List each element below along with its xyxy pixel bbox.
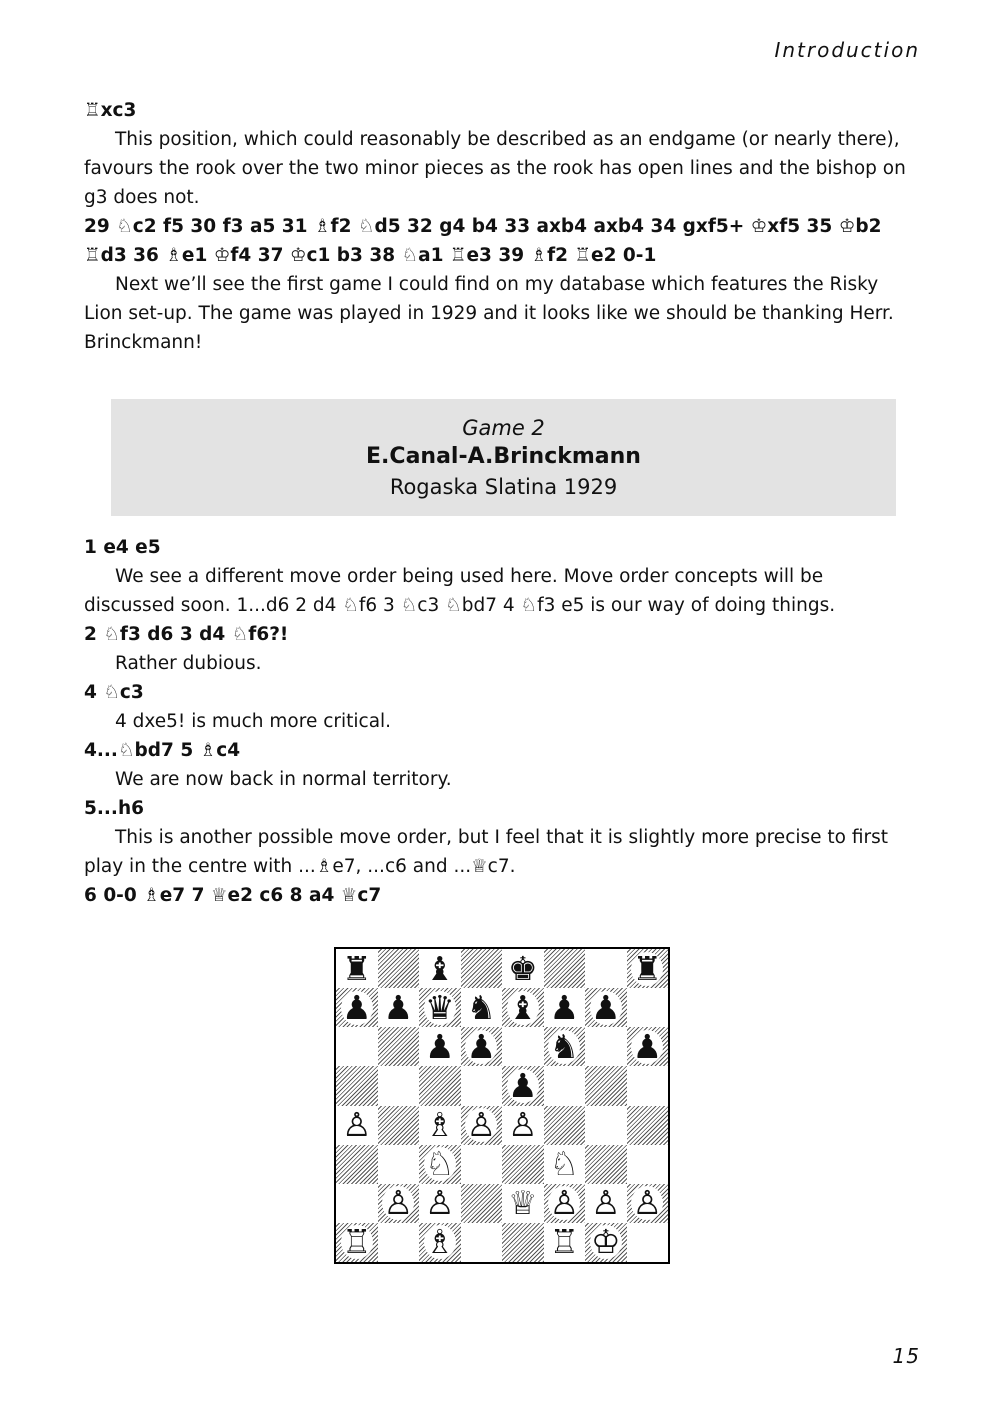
square-b2 — [378, 1184, 420, 1223]
chess-piece: ♟ — [383, 987, 414, 1027]
chess-piece: ♕ — [507, 1183, 538, 1223]
chess-piece: ♚ — [507, 948, 538, 988]
move-line: 4 ♘c3 — [84, 682, 144, 703]
square-c2 — [419, 1184, 461, 1223]
game-event: Rogaska Slatina 1929 — [389, 475, 618, 499]
square-a1 — [336, 1223, 378, 1262]
square-g7 — [585, 988, 627, 1027]
square-e5 — [502, 1066, 544, 1105]
chess-piece: ♙ — [590, 1183, 621, 1223]
square-e4 — [502, 1106, 544, 1145]
chess-piece: ♘ — [549, 1144, 580, 1184]
square-b6 — [378, 1027, 420, 1066]
square-e8 — [502, 949, 544, 988]
square-f8 — [544, 949, 586, 988]
square-a3 — [336, 1145, 378, 1184]
commentary-paragraph: This is another possible move order, but I feel that it is slightly more precise to first play in the centre with ...♗e7, ...c6 and ...♕c7. — [84, 827, 889, 877]
commentary-paragraph: This position, which could reasonably be described as an endgame (or nearly there), favours the rook over the two minor pieces as the rook has open lines and the bishop on g3 does not. — [84, 129, 906, 208]
chess-piece: ♔ — [590, 1222, 621, 1262]
chess-diagram — [334, 947, 670, 1264]
chess-piece: ♟ — [507, 1065, 538, 1105]
square-e3 — [502, 1145, 544, 1184]
game-number: Game 2 — [462, 416, 545, 440]
square-c5 — [419, 1066, 461, 1105]
square-e1 — [502, 1223, 544, 1262]
chess-piece: ♖ — [341, 1222, 372, 1262]
square-a8 — [336, 949, 378, 988]
square-c1 — [419, 1223, 461, 1262]
chess-piece: ♝ — [507, 987, 538, 1027]
square-e7 — [502, 988, 544, 1027]
square-f2 — [544, 1184, 586, 1223]
square-b3 — [378, 1145, 420, 1184]
square-g4 — [585, 1106, 627, 1145]
move-line: 4...♘bd7 5 ♗c4 — [84, 740, 241, 761]
move-line: 6 0-0 ♗e7 7 ♕e2 c6 8 a4 ♕c7 — [84, 885, 382, 906]
square-g8 — [585, 949, 627, 988]
chess-piece: ♖ — [549, 1222, 580, 1262]
square-a4 — [336, 1106, 378, 1145]
square-g3 — [585, 1145, 627, 1184]
square-c6 — [419, 1027, 461, 1066]
body-text-section-1 — [84, 96, 914, 357]
move-line: ♖xc3 — [84, 100, 137, 121]
square-d7 — [461, 988, 503, 1027]
square-a6 — [336, 1027, 378, 1066]
square-h3 — [627, 1145, 669, 1184]
square-h1 — [627, 1223, 669, 1262]
chess-piece: ♙ — [466, 1105, 497, 1145]
move-line: 5...h6 — [84, 798, 144, 819]
chess-piece: ♞ — [549, 1026, 580, 1066]
commentary-paragraph: Rather dubious. — [115, 653, 262, 674]
square-f6 — [544, 1027, 586, 1066]
square-d6 — [461, 1027, 503, 1066]
square-d1 — [461, 1223, 503, 1262]
square-a2 — [336, 1184, 378, 1223]
square-c7 — [419, 988, 461, 1027]
square-f3 — [544, 1145, 586, 1184]
square-e2 — [502, 1184, 544, 1223]
commentary-paragraph: Next we’ll see the first game I could find on my database which features the Risky Lion set-up. The game was played in 1929 and it looks like we should be thanking Herr. Brinckmann! — [84, 274, 894, 353]
square-d5 — [461, 1066, 503, 1105]
square-b8 — [378, 949, 420, 988]
chess-board — [336, 949, 668, 1262]
chess-piece: ♟ — [590, 987, 621, 1027]
square-c3 — [419, 1145, 461, 1184]
square-c8 — [419, 949, 461, 988]
chess-piece: ♟ — [424, 1026, 455, 1066]
chess-piece: ♙ — [383, 1183, 414, 1223]
chess-piece: ♟ — [466, 1026, 497, 1066]
chess-piece: ♞ — [466, 987, 497, 1027]
commentary-paragraph: We are now back in normal territory. — [115, 769, 452, 790]
square-c4 — [419, 1106, 461, 1145]
chess-piece: ♘ — [424, 1144, 455, 1184]
square-f1 — [544, 1223, 586, 1262]
square-b7 — [378, 988, 420, 1027]
square-h5 — [627, 1066, 669, 1105]
move-line: 29 ♘c2 f5 30 f3 a5 31 ♗f2 ♘d5 32 g4 b4 33 axb4 axb4 34 gxf5+ ♔xf5 35 ♔b2 ♖d3 36 ♗e1 ♔f4 37 ♔c1 b3 38 ♘a1 ♖e3 39 ♗f2 ♖e2 0-1 — [84, 216, 882, 266]
square-h7 — [627, 988, 669, 1027]
square-g6 — [585, 1027, 627, 1066]
chess-piece: ♛ — [424, 987, 455, 1027]
body-text-section-2 — [84, 533, 914, 910]
chess-piece: ♟ — [549, 987, 580, 1027]
square-g5 — [585, 1066, 627, 1105]
chess-piece: ♙ — [549, 1183, 580, 1223]
square-g2 — [585, 1184, 627, 1223]
chess-piece: ♙ — [424, 1183, 455, 1223]
chess-piece: ♜ — [341, 948, 372, 988]
square-a7 — [336, 988, 378, 1027]
square-h2 — [627, 1184, 669, 1223]
move-line: 1 e4 e5 — [84, 537, 161, 558]
square-f5 — [544, 1066, 586, 1105]
chess-piece: ♙ — [632, 1183, 663, 1223]
square-d8 — [461, 949, 503, 988]
game-heading-box — [111, 399, 896, 516]
square-a5 — [336, 1066, 378, 1105]
chess-piece: ♟ — [632, 1026, 663, 1066]
square-g1 — [585, 1223, 627, 1262]
chess-piece: ♗ — [424, 1105, 455, 1145]
chess-piece: ♜ — [632, 948, 663, 988]
square-b1 — [378, 1223, 420, 1262]
square-d3 — [461, 1145, 503, 1184]
commentary-paragraph: We see a different move order being used here. Move order concepts will be discussed soon. 1...d6 2 d4 ♘f6 3 ♘c3 ♘bd7 4 ♘f3 e5 is our way of doing things. — [84, 566, 836, 616]
chess-piece: ♙ — [507, 1105, 538, 1145]
commentary-paragraph: 4 dxe5! is much more critical. — [115, 711, 392, 732]
move-line: 2 ♘f3 d6 3 d4 ♘f6?! — [84, 624, 289, 645]
square-b4 — [378, 1106, 420, 1145]
square-h8 — [627, 949, 669, 988]
square-d2 — [461, 1184, 503, 1223]
square-b5 — [378, 1066, 420, 1105]
square-d4 — [461, 1106, 503, 1145]
square-f7 — [544, 988, 586, 1027]
game-players: E.Canal-A.Brinckmann — [366, 444, 641, 469]
chess-piece: ♝ — [424, 948, 455, 988]
page-number: 15 — [892, 1344, 920, 1368]
chess-piece: ♗ — [424, 1222, 455, 1262]
running-header: Introduction — [774, 38, 920, 62]
chess-piece: ♙ — [341, 1105, 372, 1145]
chess-piece: ♟ — [341, 987, 372, 1027]
square-h4 — [627, 1106, 669, 1145]
square-h6 — [627, 1027, 669, 1066]
square-f4 — [544, 1106, 586, 1145]
square-e6 — [502, 1027, 544, 1066]
